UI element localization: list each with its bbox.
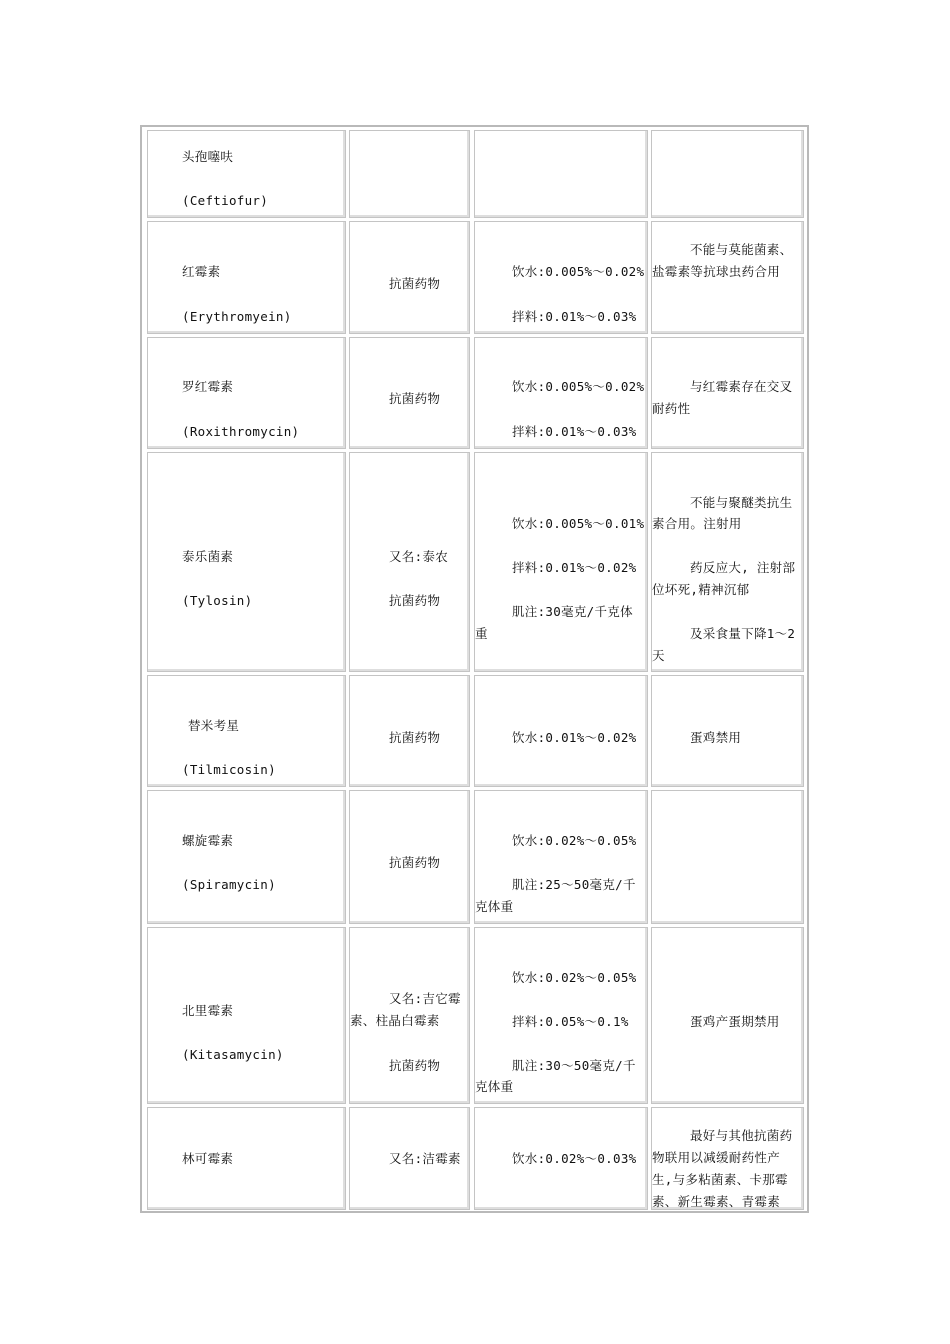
notes-cell [651, 790, 804, 924]
category-text: 抗菌药物 [389, 855, 441, 870]
notes-text: 生,与多粘菌素、卡那霉 [652, 1172, 788, 1187]
dosage-text: 饮水:0.02%～0.05% [512, 970, 637, 985]
category-text: 又名:吉它霉 [389, 991, 461, 1006]
category-text: 抗菌药物 [389, 593, 441, 608]
notes-text: 位坏死,精神沉郁 [652, 582, 750, 597]
drug-name: 罗红霉素 [182, 379, 234, 394]
notes-text: 蛋鸡产蛋期禁用 [690, 1014, 780, 1029]
drug-name: 头孢噻呋 [182, 149, 234, 164]
category-text: 又名:泰农 [389, 549, 449, 564]
drug-name: 红霉素 [182, 264, 221, 279]
notes-text: 天 [652, 648, 665, 663]
drug-name-cell [147, 790, 346, 924]
notes-cell [651, 130, 804, 218]
drug-name-cell [147, 452, 346, 672]
notes-text: 素、新生霉素、青霉素 [652, 1194, 781, 1209]
drug-name: 林可霉素 [182, 1151, 234, 1166]
notes-text: 与红霉素存在交叉 [690, 379, 793, 394]
drug-name-cell [147, 927, 346, 1104]
notes-text: 物联用以减缓耐药性产 [652, 1150, 781, 1165]
dosage-text: 克体重 [475, 1079, 514, 1094]
category-text: 抗菌药物 [389, 730, 441, 745]
notes-text: 素合用。注射用 [652, 516, 742, 531]
dosage-text: 饮水:0.005%～0.02% [512, 379, 645, 394]
dosage-text: 肌注:25～50毫克/千 [512, 877, 636, 892]
dosage-text: 饮水:0.005%～0.02% [512, 264, 645, 279]
dosage-text: 拌料:0.05%～0.1% [512, 1014, 629, 1029]
dosage-text: 拌料:0.01%～0.03% [512, 424, 637, 439]
category-text: 又名:洁霉素 [389, 1151, 461, 1166]
dosage-text: 肌注:30毫克/千克体 [512, 604, 633, 619]
dosage-text: 拌料:0.01%～0.03% [512, 309, 637, 324]
drug-latin-name: (Ceftiofur) [182, 193, 269, 208]
dosage-text: 饮水:0.02%～0.03% [512, 1151, 637, 1166]
notes-text: 药反应大, 注射部 [690, 560, 796, 575]
notes-text: 不能与聚醚类抗生 [690, 495, 793, 510]
category-text: 素、柱晶白霉素 [350, 1013, 440, 1028]
drug-latin-name: (Roxithromycin) [182, 424, 300, 439]
dosage-text: 饮水:0.02%～0.05% [512, 833, 637, 848]
notes-text: 及采食量下降1～2 [690, 626, 796, 641]
drug-latin-name: (Kitasamycin) [182, 1047, 284, 1062]
drug-latin-name: (Tilmicosin) [182, 762, 276, 777]
category-text: 抗菌药物 [389, 1058, 441, 1073]
category-text: 抗菌药物 [389, 391, 441, 406]
category-text: 抗菌药物 [389, 276, 441, 291]
dosage-text: 重 [475, 626, 488, 641]
drug-name: 北里霉素 [182, 1003, 234, 1018]
notes-text: 耐药性 [652, 401, 691, 416]
dosage-cell [474, 130, 648, 218]
dosage-text: 克体重 [475, 899, 514, 914]
drug-name: 替米考星 [188, 718, 240, 733]
drug-name: 泰乐菌素 [182, 549, 234, 564]
notes-text: 蛋鸡禁用 [690, 730, 742, 745]
drug-name: 螺旋霉素 [182, 833, 234, 848]
drug-name-cell [147, 1107, 346, 1210]
dosage-text: 拌料:0.01%～0.02% [512, 560, 637, 575]
notes-text: 最好与其他抗菌药 [690, 1128, 793, 1143]
drug-latin-name: (Spiramycin) [182, 877, 276, 892]
drug-latin-name: (Erythromyein) [182, 309, 292, 324]
drug-latin-name: (Tylosin) [182, 593, 253, 608]
dosage-text: 饮水:0.005%～0.01% [512, 516, 645, 531]
notes-text: 盐霉素等抗球虫药合用 [652, 264, 781, 279]
notes-text: 不能与莫能菌素、 [690, 242, 793, 257]
dosage-text: 饮水:0.01%～0.02% [512, 730, 637, 745]
category-cell [349, 130, 470, 218]
dosage-text: 肌注:30～50毫克/千 [512, 1058, 636, 1073]
